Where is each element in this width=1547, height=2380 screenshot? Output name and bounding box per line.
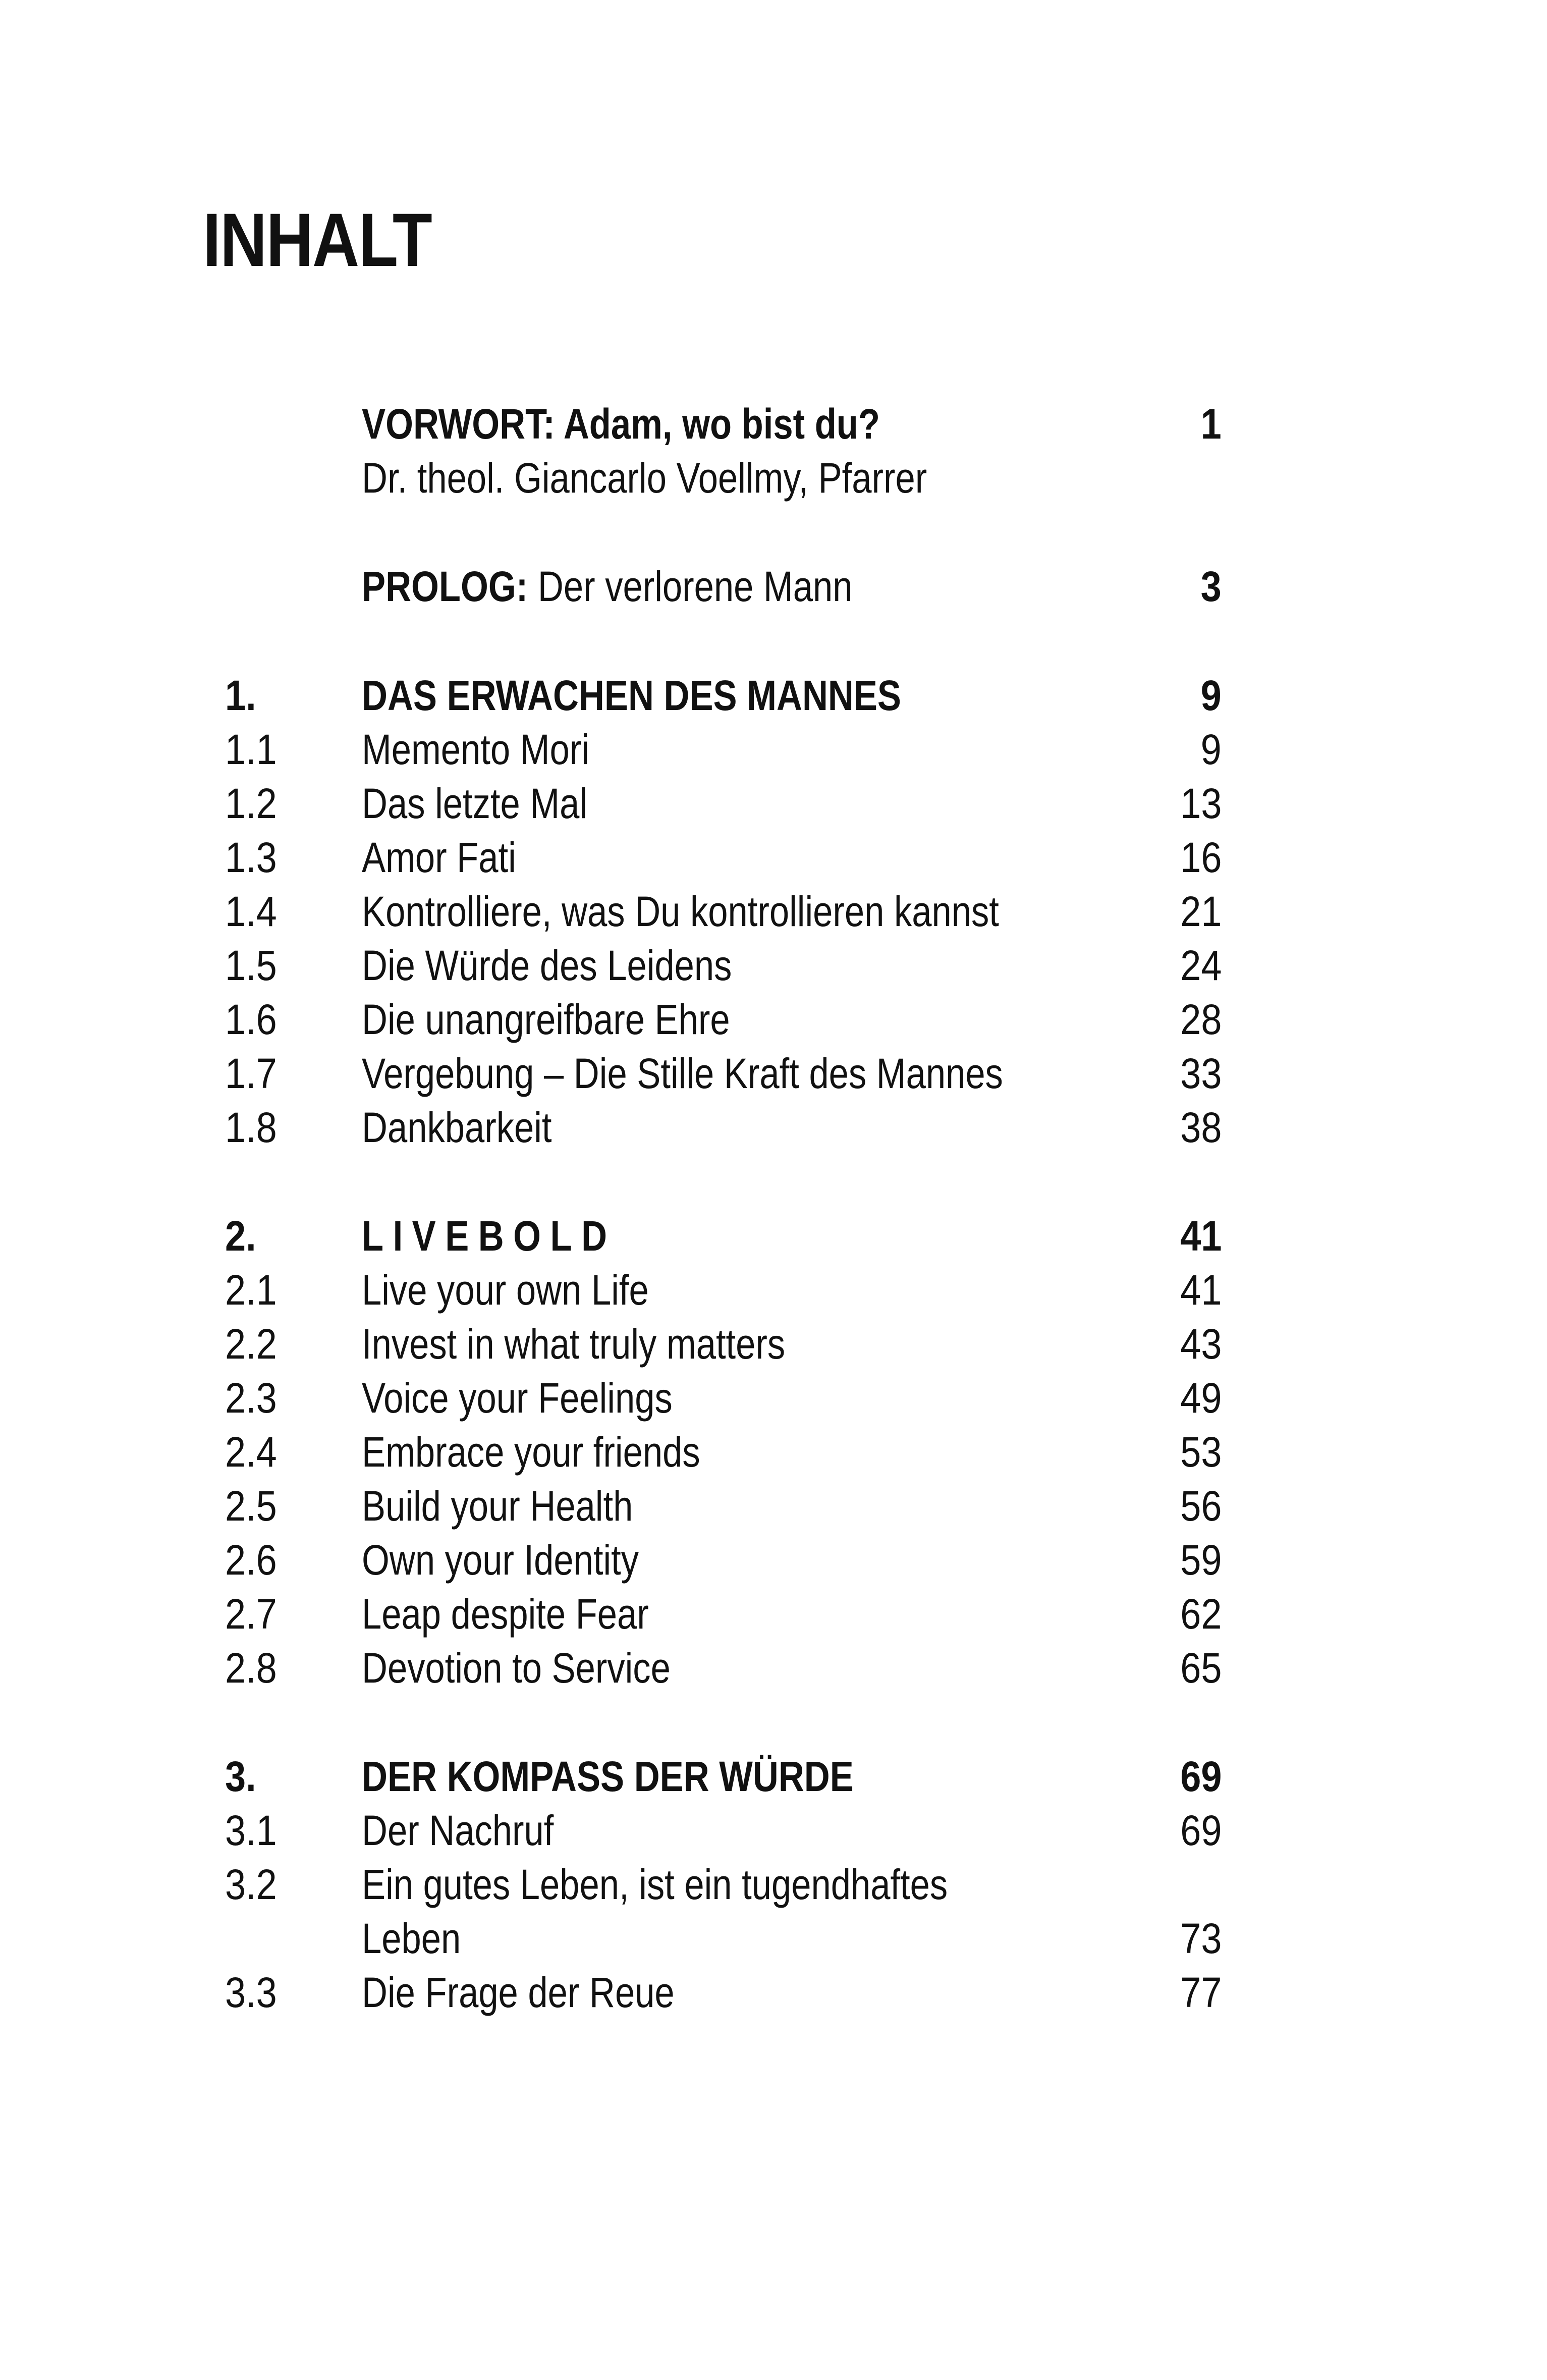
toc-section-3-3[interactable]: [0, 1966, 1547, 2020]
chapter-title: LIVEBOLD: [362, 1212, 617, 1260]
section-number: 1.1: [225, 726, 277, 773]
section-number: 1.6: [225, 996, 277, 1043]
section-page: 9: [1200, 726, 1222, 773]
section-number: 1.3: [225, 834, 277, 881]
section-page: 49: [1180, 1374, 1222, 1422]
section-title: Die unangreifbare Ehre: [362, 996, 730, 1043]
prolog-title-group: [362, 560, 852, 614]
section-number: 1.8: [225, 1104, 277, 1151]
toc-section-1-2[interactable]: [0, 777, 1547, 831]
section-title: Build your Health: [362, 1482, 633, 1530]
section-page: 56: [1180, 1482, 1222, 1530]
toc-section-2-7[interactable]: [0, 1587, 1547, 1641]
section-title: Memento Mori: [362, 726, 589, 773]
chapter-page: 41: [1180, 1212, 1222, 1260]
section-number: 1.5: [225, 942, 277, 989]
section-number: 1.7: [225, 1050, 277, 1097]
section-page: 59: [1180, 1536, 1222, 1584]
section-title: Voice your Feelings: [362, 1374, 673, 1422]
toc-section-1-3[interactable]: [0, 831, 1547, 885]
page-title: INHALT: [203, 197, 432, 282]
toc-section-1-5[interactable]: [0, 939, 1547, 993]
section-page: 38: [1180, 1104, 1222, 1151]
section-number: 3.1: [225, 1807, 277, 1854]
chapter-page: 9: [1200, 672, 1222, 719]
section-page: 69: [1180, 1807, 1222, 1854]
section-title: Vergebung – Die Stille Kraft des Mannes: [362, 1050, 1003, 1097]
section-number: 1.4: [225, 888, 277, 935]
toc-section-2-4[interactable]: [0, 1425, 1547, 1479]
section-page: 73: [1180, 1915, 1222, 1962]
toc-entry-vorwort-author: [0, 451, 1547, 505]
toc-section-3-2[interactable]: [0, 1858, 1547, 1912]
section-title-continued: Leben: [362, 1915, 461, 1962]
chapter-number: 3.: [225, 1753, 256, 1800]
prolog-title: Der verlorene Mann: [537, 563, 853, 610]
chapter-title: DER KOMPASS DER WÜRDE: [362, 1753, 854, 1800]
vorwort-page: 1: [1200, 400, 1222, 448]
section-number: 1.2: [225, 780, 277, 827]
chapter-page: 69: [1180, 1753, 1222, 1800]
section-title: Der Nachruf: [362, 1807, 554, 1854]
toc-chapter-3[interactable]: [0, 1750, 1547, 1804]
section-page: 41: [1180, 1266, 1222, 1314]
toc-chapter-2[interactable]: [0, 1209, 1547, 1263]
section-title: Kontrolliere, was Du kontrollieren kannst: [362, 888, 999, 935]
section-title: Die Frage der Reue: [362, 1969, 675, 2016]
section-title: Own your Identity: [362, 1536, 639, 1584]
toc-section-2-6[interactable]: [0, 1533, 1547, 1587]
toc-section-2-2[interactable]: [0, 1317, 1547, 1371]
toc-section-1-1[interactable]: [0, 723, 1547, 777]
vorwort-author: Dr. theol. Giancarlo Voellmy, Pfarrer: [362, 454, 927, 502]
section-page: 65: [1180, 1644, 1222, 1692]
section-number: 3.3: [225, 1969, 277, 2016]
section-title: Devotion to Service: [362, 1644, 671, 1692]
toc-section-1-6[interactable]: [0, 993, 1547, 1047]
toc-section-3-2-continued[interactable]: [0, 1912, 1547, 1966]
section-number: 2.7: [225, 1590, 277, 1638]
section-title: Ein gutes Leben, ist ein tugendhaftes: [362, 1861, 948, 1908]
section-number: 2.1: [225, 1266, 277, 1314]
chapter-number: 1.: [225, 672, 256, 719]
section-number: 2.8: [225, 1644, 277, 1692]
section-page: 77: [1180, 1969, 1222, 2016]
section-page: 24: [1180, 942, 1222, 989]
section-number: 2.5: [225, 1482, 277, 1530]
section-page: 13: [1180, 780, 1222, 827]
section-title: Das letzte Mal: [362, 780, 588, 827]
vorwort-label: VORWORT: Adam, wo bist du?: [362, 400, 880, 448]
section-number: 2.6: [225, 1536, 277, 1584]
section-page: 21: [1180, 888, 1222, 935]
toc-section-2-8[interactable]: [0, 1641, 1547, 1695]
section-title: Embrace your friends: [362, 1428, 700, 1476]
section-title: Live your own Life: [362, 1266, 649, 1314]
section-number: 3.2: [225, 1861, 277, 1908]
section-title: Dankbarkeit: [362, 1104, 552, 1151]
toc-section-3-1[interactable]: [0, 1804, 1547, 1858]
section-title: Invest in what truly matters: [362, 1320, 786, 1368]
toc-section-1-7[interactable]: [0, 1047, 1547, 1101]
prolog-label: PROLOG:: [362, 563, 528, 610]
section-title: Amor Fati: [362, 834, 516, 881]
toc-entry-prolog[interactable]: [0, 560, 1547, 614]
prolog-page: 3: [1200, 563, 1222, 610]
section-page: 53: [1180, 1428, 1222, 1476]
toc-section-2-5[interactable]: [0, 1479, 1547, 1533]
toc-section-1-8[interactable]: [0, 1101, 1547, 1155]
toc-entry-vorwort[interactable]: [0, 397, 1547, 451]
section-number: 2.4: [225, 1428, 277, 1476]
section-page: 33: [1180, 1050, 1222, 1097]
section-page: 16: [1180, 834, 1222, 881]
chapter-number: 2.: [225, 1212, 256, 1260]
section-number: 2.2: [225, 1320, 277, 1368]
toc-section-2-1[interactable]: [0, 1263, 1547, 1317]
toc-section-2-3[interactable]: [0, 1371, 1547, 1425]
section-page: 62: [1180, 1590, 1222, 1638]
section-page: 28: [1180, 996, 1222, 1043]
toc-section-1-4[interactable]: [0, 885, 1547, 939]
section-page: 43: [1180, 1320, 1222, 1368]
section-title: Leap despite Fear: [362, 1590, 649, 1638]
toc-chapter-1[interactable]: [0, 669, 1547, 723]
section-number: 2.3: [225, 1374, 277, 1422]
section-title: Die Würde des Leidens: [362, 942, 732, 989]
chapter-title: DAS ERWACHEN DES MANNES: [362, 672, 901, 719]
